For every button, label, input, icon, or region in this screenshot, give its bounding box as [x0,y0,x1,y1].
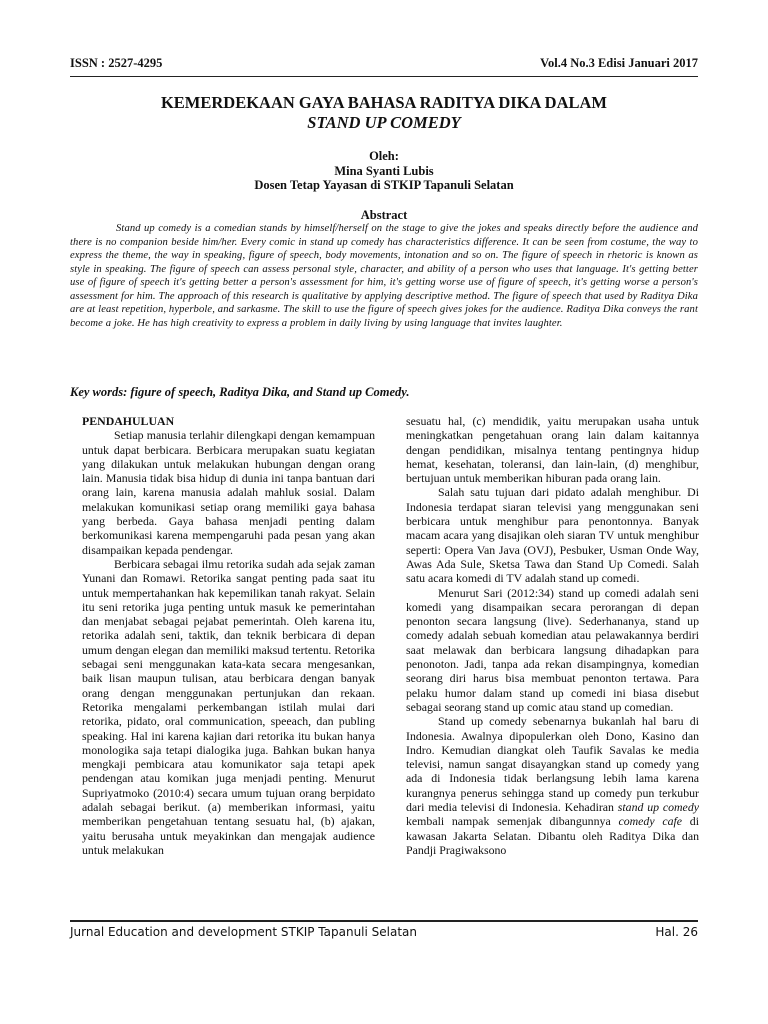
journal-name: Jurnal Education and development STKIP Tapanuli Selatan [70,925,418,939]
section-heading: PENDAHULUAN [82,414,175,428]
right-column [406,414,699,857]
right-paragraph-2: Salah satu tujuan dari pidato adalah menghibur. Di Indonesia terdapat siaran televisi yang menggunakan seni berbicara untuk menghibur para penontonnya. Banyak macam acara yang disajikan oleh siaran TV untuk menghibur seperti: Opera Van Java (OVJ), Pesbuker, Usman Onde Way, Awas Ada Sule, Sketsa Tawa dan Stand Up Comedi. Salah satu acara komedi di TV adalah stand up comedi. [406,485,699,586]
p4-text-b: kembali nampak semenjak dibangunnya [406,814,619,829]
abstract-heading: Abstract [360,208,408,222]
title-subtitle: STAND UP COMEDY [307,113,461,132]
author-affiliation: Dosen Tetap Yayasan di STKIP Tapanuli Selatan [254,178,514,192]
header-rule [70,76,698,77]
volume-label: Vol.4 No.3 Edisi Januari 2017 [540,56,698,70]
byline [70,149,698,193]
footer-rule [70,920,698,922]
p4-text-c: di kawasan Jakarta Selatan. Dibantu oleh Raditya Dika dan Pandji Pragiwaksono [406,814,699,857]
p4-emphasis-2: comedy cafe [618,814,683,829]
page-number: Hal. 26 [655,925,698,939]
running-footer [70,925,698,943]
keywords: Key words: figure of speech, Raditya Dika, and Stand up Comedy. [70,385,410,399]
title-main: KEMERDEKAAN GAYA BAHASA RADITYA DIKA DALAM [160,93,608,112]
left-paragraph-1: Setiap manusia terlahir dilengkapi dengan kemampuan untuk dapat berbicara. Berbicara merupakan suatu kegiatan yang dilakukan untuk melakukan hubungan dengan orang lain. Manusia tidak bisa hidup di dunia ini tanpa bantuan dari orang lain, karena manusia adalah mahluk sosial. Dalam melakukan komunikasi setiap orang memiliki gaya bahasa yang berbeda. Gaya bahasa menjadi penting dalam berkomunikasi karena mempengaruhi pada pesan yang akan disampaikan kepada pendengar. [82,428,375,557]
abstract-text: Stand up comedy is a comedian stands by himself/herself on the stage to give the jokes and speaks directly before the audience and there is no companion beside him/her. Every comic in stand up comedy has characteristics difference. It can be seen from costume, the way to express the theme, the way in speaking, figure of speech, body movements, intonation and so on. The figure of speech in rhetoric is known as style in speaking. The figure of speech can assess personal style, character, and ability of a person who uses that language. It's getting better use of figure of speech it's getting better a person's assessment for him, it's getting worse use of figure of speech, it's getting worse a person's assessment for him. The approach of this research is qualitative by applying descriptive method. The figure of speech that used by Raditya Dika are at least repetition, hyperbole, and sarkasme. The skill to use the figure of speech gives jokes for the audience. Raditya Dika conveys the rant become a joke. He has high creativity to express a problem in daily living by using language that invites laughter. [70,223,698,329]
right-paragraph-1: sesuatu hal, (c) mendidik, yaitu merupakan usaha untuk meningkatkan pengetahuan orang lain dalam kaitannya dengan pendidikan, misalnya tentang pentingnya hidup hemat, kesehatan, toleransi, dan lain-lain, (d) menghibur, bertujuan untuk memberikan hiburan pada orang lain. [406,414,699,486]
left-column [82,414,375,857]
running-header [70,56,698,74]
right-paragraph-3: Menurut Sari (2012:34) stand up comedi adalah seni komedi yang disampaikan secara perorangan di depan penonton secara langsung (live). Sederhananya, stand up comedy adalah sebuah komedian atau pelawakannya berdiri saat melawak dan berbicara langsung dihadapkan para penonoton. Jadi, tanpa ada rekan disampingnya, komedian seorang diri harus bisa membuat penonton tertawa. Para pelaku humor dalam stand up comedi ini biasa disebut sebagai seorang stand up comic atau stand up comedian. [406,585,699,714]
p4-emphasis-1: stand up comedy [617,800,699,815]
right-paragraph-4 [406,714,699,857]
article-title [70,93,698,133]
author-name: Mina Syanti Lubis [334,163,434,178]
byline-oleh: Oleh: [369,149,399,163]
issn-label: ISSN : 2527-4295 [70,56,163,70]
left-paragraph-2: Berbicara sebagai ilmu retorika sudah ada sejak zaman Yunani dan Romawi. Retorika sangat penting pada saat itu untuk mempertahankan hak kepemilikan tanah rakyat. Selain itu seni retorika juga penting untuk masuk ke pemerintahan dan menjabat sebagai pejabat pemerintah. Oleh karena itu, retorika adalah seni, taktik, dan teknik berbicara di depan umum dengan elegan dan memiliki maksud tertentu. Retorika sebagai seni menggunakan kata-kata secara mengesankan, baik lisan maupun tulisan, atau berbicara dengan banyak orang dengan menggunakan pertunjukan dan rekaan. Retorika mengalami perkembangan istilah mulai dari retorika, pidato, oral communication, speeach, dan publing speaking. Hal ini karena kajian dari retorika itu bukan hanya monologika saja tetapi dialogika juga. Bahkan bukan hanya mengkaji pembicara atau komunikator saja tetapi apek pendengan atau komikan juga menjadi penting. Menurut Supriyatmoko (2010:4) secara umum tujuan orang berpidato adalah sebagai berikut. (a) memberikan informasi, yaitu memberikan pengetahuan tentang sesuatu hal, (b) ajakan, yaitu berusaha untuk meyakinkan dan mengajak audience untuk melakukan [82,556,375,857]
p4-text-a: Stand up comedy sebenarnya bukanlah hal baru di Indonesia. Awalnya dipopulerkan oleh Dono, Kasino dan Indro. Kemudian diangkat oleh Taufik Savalas ke media televisi, namun sangat disayangkan stand up comedy yang ada di Indonesia tidak berlangsung lebih lama karena kurangnya penerus sehingga stand up comedy pun terkubur dari media televisi di Indonesia. Kehadiran [406,714,699,815]
